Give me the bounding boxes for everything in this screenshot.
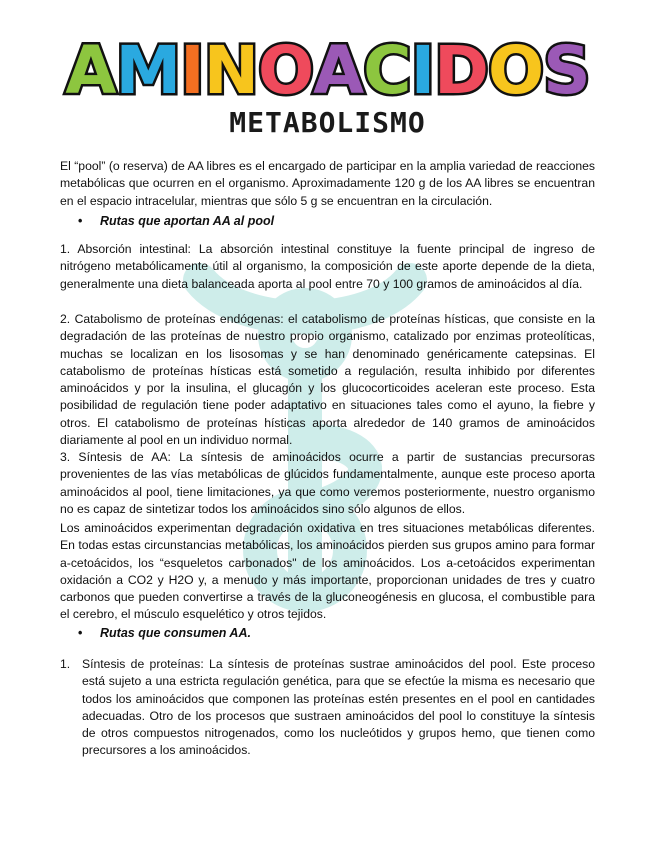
section-heading-1 bbox=[80, 214, 274, 228]
paragraph-sintesis-aa: 3. Síntesis de AA: La síntesis de aminoácidos ocurre a partir de sustancias precursoras provenientes de las vías metabólicas de glúcidos fundamentalmente, aunque este proceso aporta aminoácidos al pool, tiene limitaciones, ya que como veremos posteriormente, nuestro organismo no es capaz de sintetizar todos los aminoácidos sino sólo algunos de ellos. bbox=[60, 450, 595, 516]
heading-text: Rutas que aportan AA al pool bbox=[100, 214, 275, 228]
list-item-text: Síntesis de proteínas: La síntesis de proteínas sustrae aminoácidos del pool. Este proceso está sujeto a una estricta regulación genética, para que se efectúe la misma es necesario que todos los aminoácidos que componen las proteínas estén presentes en el pool en cantidades adecuadas. Otro de los procesos que sustraen aminoácidos del pool lo constituye la síntesis de otros compuestos nitrogenados, como los nucleótidos y grupos hemo, que tienen como precursores a los aminoácidos. bbox=[82, 657, 595, 758]
list-number: 1. bbox=[60, 657, 71, 671]
paragraph-catabolismo: 2. Catabolismo de proteínas endógenas: el catabolismo de proteínas hísticas, que consiste en la degradación de las proteínas de nuestro propio organismo, catalizado por enzimas proteolíticas, muchas se localizan en los lisosomas y se han denominado genéricamente catepsinas. El catabolismo de proteínas hísticas está sometido a regulación, resulta inhibido por diferentes aminoácidos y por la insulina, el glucagón y los glucocorticoides aceleran este proceso. Esta posibilidad de regulación tiene poder adaptativo en situaciones tales como el ayuno, la fiebre y otros. El catabolismo de proteínas hísticas aporta alrededor de 140 gramos de aminoácidos diariamente al pool en un individuo normal. bbox=[60, 312, 595, 448]
title-letter: O bbox=[257, 32, 314, 109]
page-title bbox=[0, 34, 655, 108]
page-subtitle: METABOLISMO bbox=[229, 106, 426, 139]
bullet-icon: • bbox=[78, 626, 83, 640]
title-letter: D bbox=[434, 32, 488, 109]
intro-paragraph: El “pool” (o reserva) de AA libres es el encargado de participar en la amplia variedad de reacciones metabólicas que ocurren en el organismo. Aproximadamente 120 g de los AA libres se encuentran en el espacio intracelular, mientras que sólo 5 g se encuentran en la circulación. bbox=[60, 159, 595, 208]
section-heading-2 bbox=[80, 626, 251, 640]
title-letter: C bbox=[363, 32, 411, 109]
bullet-icon: • bbox=[78, 214, 83, 228]
title-letter: I bbox=[180, 32, 204, 109]
title-letter: A bbox=[313, 32, 364, 109]
list-item bbox=[60, 656, 595, 760]
title-letter: I bbox=[410, 32, 435, 109]
heading-text: Rutas que consumen AA. bbox=[100, 626, 251, 640]
title-letter: A bbox=[65, 32, 116, 109]
title-letter: S bbox=[543, 32, 590, 109]
title-letter: O bbox=[487, 32, 544, 109]
header bbox=[0, 34, 655, 114]
paragraph-degradacion: Los aminoácidos experimentan degradación oxidativa en tres situaciones metabólicas diferentes. En todas estas circunstancias metabólicas, los aminoácidos pierden sus grupos amino para formar a-cetoácidos, los “esqueletos carbonados" de los aminoácidos. Los a-cetoácidos experimentan oxidación a CO2 y H2O y, a menudo y más importante, proporcionan unidades de tres y cuatro carbonos que pueden convertirse a través de la gluconeogénesis en glucosa, el combustible para el cerebro, el músculo esquelético y otros tejidos. bbox=[60, 521, 595, 622]
title-letter: N bbox=[203, 32, 258, 109]
title-letter: M bbox=[115, 32, 181, 109]
paragraph-absorcion: 1. Absorción intestinal: La absorción intestinal constituye la fuente principal de ingreso de nitrógeno metabólicamente útil al organismo, la composición de este aporte depende de la dieta, generalmente una dieta balanceada aporta al pool entre 70 y 100 gramos de aminoácidos al día. bbox=[60, 242, 595, 291]
